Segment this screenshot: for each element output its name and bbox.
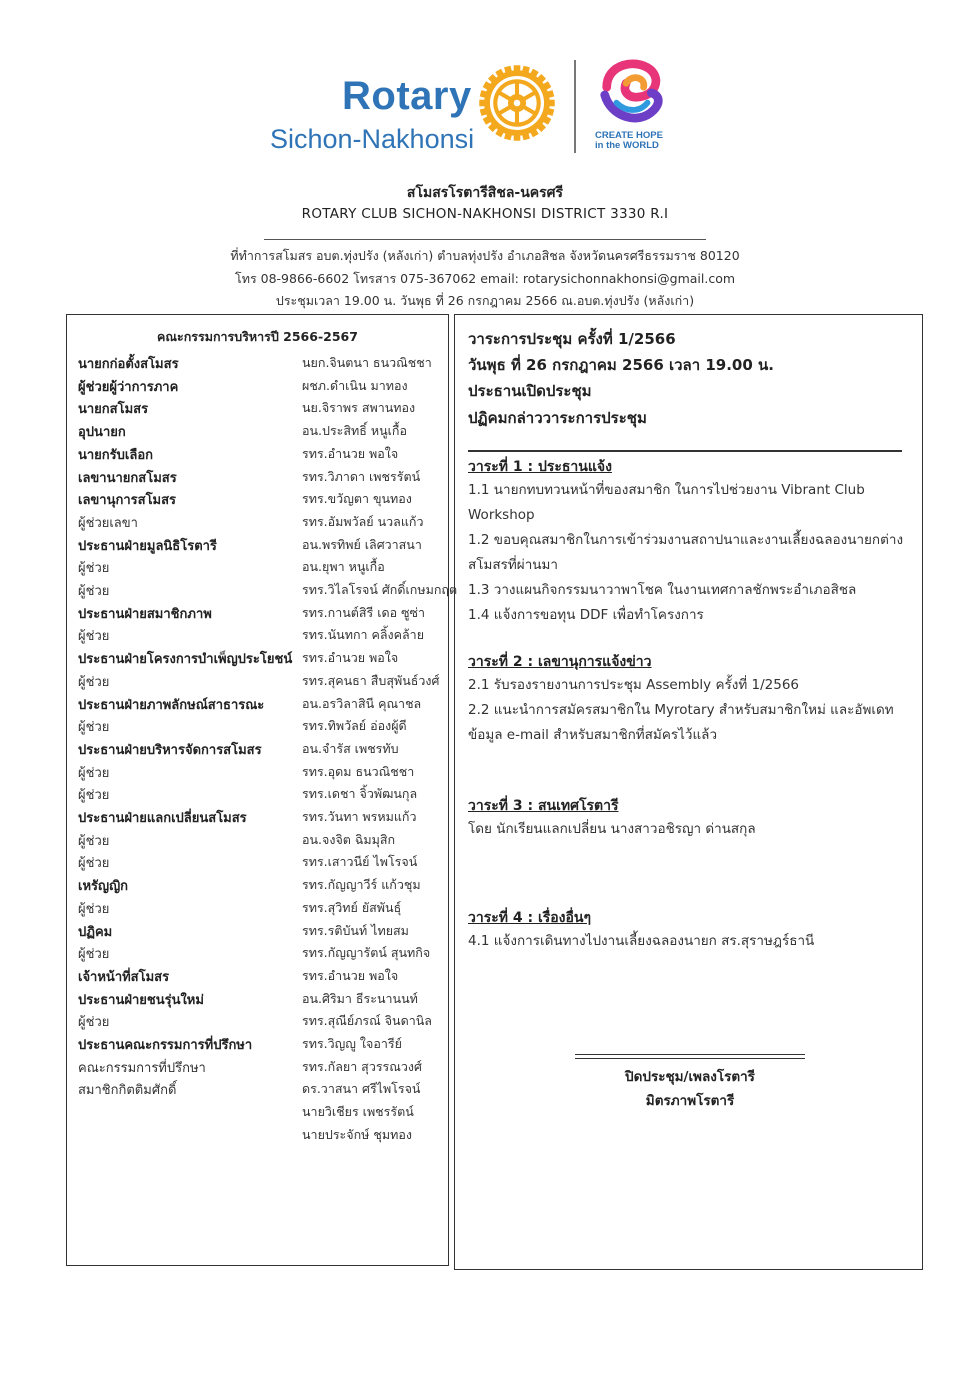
- ri-theme-mark-icon: [597, 56, 665, 128]
- board-panel: [66, 314, 458, 1266]
- board-member-row: [67, 1102, 448, 1124]
- board-member-role: นายกก่อตั้งสโมสร: [78, 357, 179, 372]
- board-member-role: ผู้ช่วย: [78, 584, 110, 599]
- board-member-role: ผู้ช่วย: [78, 720, 110, 736]
- club-name-english: ROTARY CLUB SICHON-NAKHONSI DISTRICT 3330 R.I: [301, 206, 669, 222]
- board-member-name: รทร.ขวัญตา ขุนทอง: [302, 491, 412, 507]
- board-member-row: [67, 807, 448, 829]
- theme-line-1: CREATE HOPE: [595, 130, 663, 141]
- board-member-name: อน.พรทิพย์ เลิศวาสนา: [302, 536, 422, 552]
- board-member-row: [67, 512, 448, 534]
- board-member-row: [67, 1079, 448, 1101]
- agenda-opening: ประธานเปิดประชุม: [468, 382, 592, 400]
- board-member-row: [67, 852, 448, 874]
- board-member-row: [67, 353, 448, 375]
- board-member-name: ดร.วาสนา ศรีไพโรจน์: [302, 1081, 421, 1097]
- agenda-heading: วาระการประชุม ครั้งที่ 1/2566: [468, 330, 676, 348]
- board-member-role: ผู้ช่วย: [78, 629, 110, 645]
- board-member-row: [67, 376, 448, 398]
- board-member-role: ผู้ช่วยผู้ว่าการภาค: [78, 379, 179, 395]
- board-member-row: [67, 444, 448, 466]
- board-member-name: รทร.รติบันท์ ไทยสม: [302, 922, 409, 938]
- agenda-item-1-2: 1.2 ขอบคุณสมาชิกในการเข้าร่วมงานสถาปนาและงานเลี้ยงฉลองนายกต่างสโมสรที่ผ่านมา: [468, 532, 904, 573]
- board-member-name: อน.จงจิต ฉิมมุสิก: [302, 831, 396, 847]
- agenda-section-3-title: วาระที่ 3 : สนเทศโรตารี: [468, 798, 619, 814]
- board-member-role: นายกรับเลือก: [78, 447, 153, 463]
- board-member-role: ประธานฝ่ายมูลนิธิโรตารี: [78, 538, 217, 554]
- board-member-name: นายวิเชียร เพชรรัตน์: [302, 1104, 414, 1120]
- board-member-name: รทร.กัญญารัตน์ สุนทกิจ: [302, 945, 431, 961]
- agenda-date: วันพุธ ที่ 26 กรกฎาคม 2566 เวลา 19.00 น.: [468, 356, 774, 374]
- board-member-role: ผู้ช่วย: [78, 765, 110, 781]
- board-member-name: อน.อรวิลาสินี คุณาชล: [302, 695, 422, 711]
- board-member-name: รทร.ทิพวัลย์ อ่องผู้ดี: [302, 718, 407, 734]
- board-member-row: [67, 648, 448, 670]
- board-member-role: ปฏิคม: [78, 924, 113, 940]
- agenda-item-2-2: 2.2 แนะนำการสมัครสมาชิกใน Myrotary สำหรับสมาชิกใหม่ และอัพเดทข้อมูล e-mail สำหรับสมาชิกที่สมัครไว้แล้ว: [468, 702, 894, 743]
- board-member-name: รทร.กานต์สิรี เดอ ซูซ่า: [302, 604, 426, 620]
- agenda-item-2-1: 2.1 รับรองรายงานการประชุม Assembly ครั้งที่ 1/2566: [468, 677, 800, 693]
- board-member-name: รทร.อำนวย พอใจ: [302, 967, 399, 983]
- board-member-row: [67, 966, 448, 988]
- board-member-name: นยก.จินตนา ธนวณิชชา: [302, 355, 432, 370]
- board-member-name: รทร.นันทกา คลิ้งคล้าย: [302, 627, 425, 643]
- board-member-role: เลขานายกสโมสร: [78, 470, 177, 486]
- board-member-name: รทร.วิไลโรจน์ ศักดิ์เกษมกฤต: [302, 582, 458, 597]
- board-member-name: รทร.วิญญู ใจอารีย์: [302, 1036, 402, 1051]
- board-member-role: ประธานคณะกรรมการที่ปรึกษา: [78, 1038, 253, 1053]
- board-member-name: รทร.อำนวย พอใจ: [302, 650, 399, 666]
- board-member-row: [67, 762, 448, 784]
- board-member-row: [67, 716, 448, 738]
- agenda-panel: [454, 314, 923, 1270]
- club-contact: โทร 08-9866-6602 โทรสาร 075-367062 email: rotarysichonnakhonsi@gmail.com: [234, 271, 736, 286]
- board-member-role: ประธานฝ่ายภาพลักษณ์สาธารณะ: [78, 697, 265, 713]
- board-member-role: ประธานฝ่ายบริหารจัดการสโมสร: [78, 742, 262, 758]
- theme-line-2: in the WORLD: [595, 140, 659, 151]
- meeting-info: ประชุมเวลา 19.00 น. วันพุธ ที่ 26 กรกฎาคม 2566 ณ.อบต.ทุ่งปรัง (หลังเก่า): [275, 293, 695, 308]
- board-member-role: ผู้ช่วย: [78, 856, 110, 872]
- board-member-row: [67, 694, 448, 716]
- agenda-divider: [468, 450, 902, 452]
- board-member-role: ผู้ช่วย: [78, 901, 110, 917]
- agenda-item-1-4: 1.4 แจ้งการขอทุน DDF เพื่อทำโครงการ: [468, 607, 704, 623]
- rotary-logo-word: Rotary: [342, 74, 472, 118]
- board-member-role: ประธานฝ่ายโครงการบำเพ็ญประโยชน์: [78, 652, 293, 668]
- board-member-role: เหรัญญิก: [78, 879, 129, 895]
- board-member-row: [67, 398, 448, 420]
- board-member-role: ประธานฝ่ายชนรุ่นใหม่: [78, 992, 204, 1008]
- board-member-row: [67, 1057, 448, 1079]
- board-title: คณะกรรมการบริหารปี 2566-2567: [157, 329, 358, 344]
- board-member-row: [67, 989, 448, 1011]
- board-member-name: ผชภ.ดำเนิน มาทอง: [302, 377, 408, 393]
- closing-line-1: ปิดประชุม/เพลงโรตารี: [625, 1069, 755, 1085]
- rotary-wheel-icon: [476, 62, 558, 144]
- agenda-section-2-title: วาระที่ 2 : เลขานุการแจ้งข่าว: [468, 654, 652, 670]
- board-member-role: ประธานฝ่ายสมาชิกภาพ: [78, 606, 212, 622]
- board-member-role: สมาชิกกิตติมศักดิ์: [78, 1083, 177, 1099]
- board-member-role: ผู้ช่วย: [78, 947, 110, 963]
- board-member-row: [67, 1011, 448, 1033]
- board-member-name: อน.ศิริมา ธีระนานนท์: [302, 990, 418, 1006]
- board-member-name: รทร.เดชา จิ้วพัฒนกุล: [302, 786, 418, 802]
- board-member-row: [67, 557, 448, 579]
- board-member-name: รทร.อำนวย พอใจ: [302, 445, 399, 461]
- board-member-role: ผู้ช่วยเลขา: [78, 515, 138, 531]
- board-member-role: ผู้ช่วย: [78, 1015, 110, 1031]
- agenda-item-3-1: โดย นักเรียนแลกเปลี่ยน นางสาวอชิรญา ด่านสกุล: [468, 821, 756, 837]
- board-member-role: ผู้ช่วย: [78, 561, 110, 577]
- board-member-name: อน.ประสิทธิ์ หนูเกื้อ: [302, 423, 407, 439]
- board-member-name: อน.จำรัส เพชรทับ: [302, 740, 399, 756]
- board-member-name: นายประจักษ์ ชุมทอง: [302, 1126, 412, 1142]
- ri-theme-text: [595, 131, 695, 151]
- board-member-name: รทร.กัลยา สุวรรณวงศ์: [302, 1058, 422, 1074]
- board-member-name: รทร.กัญญาวีร์ แก้วชุม: [302, 877, 421, 893]
- agenda-item-1-1: 1.1 นายกทบทวนหน้าที่ของสมาชิก ในการไปช่วยงาน Vibrant Club Workshop: [468, 482, 865, 523]
- board-member-name: นย.จิราพร สพานทอง: [302, 400, 416, 416]
- board-member-name: รทร.สุคนธา สืบสุพันธ์วงศ์: [302, 672, 440, 688]
- board-member-role: ผู้ช่วย: [78, 833, 110, 849]
- board-member-role: นายกสโมสร: [78, 402, 149, 418]
- board-member-name: รทร.อัมพวัลย์ นวลแก้ว: [302, 513, 424, 529]
- board-member-role: ผู้ช่วย: [78, 674, 110, 690]
- board-member-row: [67, 830, 448, 852]
- board-member-row: [67, 671, 448, 693]
- board-member-role: ผู้ช่วย: [78, 788, 110, 804]
- header-rule: [264, 239, 706, 240]
- agenda-item-4-1: 4.1 แจ้งการเดินทางไปงานเลี้ยงฉลองนายก สร.สุราษฎร์ธานี: [468, 933, 815, 949]
- closing-rule-bottom: [575, 1058, 805, 1059]
- board-member-row: [67, 739, 448, 761]
- club-address: ที่ทำการสโมสร อบต.ทุ่งปรัง (หลังเก่า) ตำบลทุ่งปรัง อำเภอสิชล จังหวัดนครศรีธรรมราช 80120: [230, 248, 740, 263]
- closing-rule-top: [575, 1054, 805, 1055]
- agenda-item-1-3: 1.3 วางแผนกิจกรรมนาวาพาโชค ในงานเทศกาลชักพระอำเภอสิชล: [468, 582, 857, 598]
- board-member-row: [67, 467, 448, 489]
- board-member-name: รทร.สุวิทย์ ยัสพันธุ์: [302, 899, 402, 915]
- board-member-row: [67, 580, 458, 602]
- agenda-section-4-title: วาระที่ 4 : เรื่องอื่นๆ: [468, 910, 591, 926]
- board-member-role: เลขานุการสโมสร: [78, 493, 177, 509]
- board-member-row: [67, 921, 448, 943]
- board-member-row: [67, 1034, 448, 1056]
- board-member-name: รทร.วิภาดา เพชรรัตน์: [302, 468, 421, 484]
- board-member-role: อุปนายก: [78, 425, 126, 441]
- board-member-row: [67, 535, 448, 557]
- board-member-row: [67, 603, 448, 625]
- board-member-row: [67, 489, 448, 511]
- club-logo-word: Sichon-Nakhonsi: [270, 124, 475, 154]
- board-member-row: [67, 898, 448, 920]
- board-member-row: [67, 875, 448, 897]
- board-member-name: รทร.วันทา พรหมแก้ว: [302, 809, 417, 824]
- board-member-name: อน.ยุพา หนูเกื้อ: [302, 559, 385, 575]
- board-member-role: คณะกรรมการที่ปรึกษา: [78, 1060, 206, 1076]
- board-member-name: รทร.สุณีย์ภรณ์ จินดานิล: [302, 1013, 432, 1029]
- closing-line-2: มิตรภาพโรตารี: [645, 1093, 735, 1109]
- club-name-thai: สโมสรโรตารีสิชล-นครศรี: [406, 185, 564, 201]
- board-member-row: [67, 625, 448, 647]
- board-member-role: เจ้าหน้าที่สโมสร: [78, 969, 170, 985]
- board-member-row: [67, 421, 448, 443]
- board-member-name: รทร.อุดม ธนวณิชชา: [302, 763, 415, 779]
- board-member-name: รทร.เสาวนีย์ ไพโรจน์: [302, 854, 418, 870]
- board-member-row: [67, 1125, 448, 1147]
- board-member-row: [67, 943, 448, 965]
- agenda-reading: ปฏิคมกล่าววาระการประชุม: [468, 409, 647, 427]
- logo-divider: [574, 60, 576, 153]
- board-member-row: [67, 784, 448, 806]
- agenda-section-1-title: วาระที่ 1 : ประธานแจ้ง: [468, 459, 612, 475]
- board-member-role: ประธานฝ่ายแลกเปลี่ยนสโมสร: [78, 811, 247, 826]
